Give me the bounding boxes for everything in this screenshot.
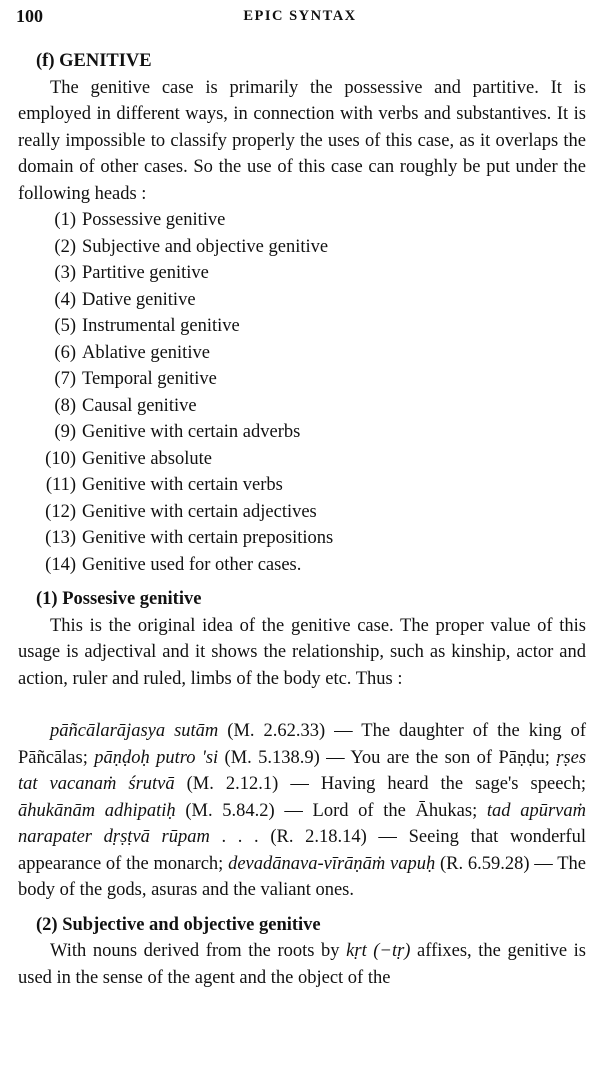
list-number: (9) [54, 422, 76, 442]
list-label: Genitive absolute [82, 448, 212, 469]
list-number: (14) [45, 554, 76, 575]
citation-gloss: (M. 2.12.1) — Having heard the sage's speech; [174, 774, 587, 794]
list-item [18, 366, 586, 393]
citation-gloss: (M. 5.84.2) — Lord of the Āhukas; [175, 800, 487, 821]
sanskrit-phrase: tad apūrvaṁ narapater dṛṣṭvā rūpam [18, 800, 586, 847]
list-item [18, 287, 586, 314]
list-number: (6) [54, 342, 76, 363]
section-heading: (f) GENITIVE [36, 51, 152, 71]
examples-paragraph [18, 718, 586, 904]
list-number: (2) [54, 236, 76, 257]
list-label: Temporal genitive [82, 369, 217, 389]
list-label: Subjective and objective genitive [82, 236, 329, 257]
list-item [18, 525, 586, 552]
list-label: Possessive genitive [82, 210, 226, 230]
page-header [16, 6, 584, 32]
page-content [18, 48, 586, 991]
list-label: Genitive with certain adjectives [82, 501, 317, 522]
para-text: affixes, the genitive is used in the sense of the agent and the object of the [18, 941, 586, 988]
list-item [18, 313, 586, 340]
subsection-paragraph: This is the original idea of the genitive case. The proper value of this usage is adjectival and it shows the relationship, such as kinship, actor and action, ruler and ruled, limbs of the body etc. Thus : [18, 615, 586, 689]
citation-gloss: (M. 2.62.33) — The daughter of the king of Pāñcālas; [18, 721, 587, 768]
list-label: Instrumental genitive [82, 316, 240, 336]
para-text: With nouns derived from the roots by [50, 941, 347, 961]
list-label: Partitive genitive [82, 263, 209, 283]
list-number: (13) [45, 528, 76, 548]
list-item [18, 472, 586, 499]
list-label: Genitive with certain prepositions [82, 528, 334, 548]
citation-gloss: . . . (R. 2.18.14) — Seeing that wonderful appearance of the monarch; [18, 827, 586, 874]
list-item [18, 260, 586, 287]
heads-list [18, 207, 586, 578]
list-label: Dative genitive [82, 289, 196, 310]
list-label: Ablative genitive [82, 342, 210, 363]
list-number: (7) [54, 369, 76, 389]
subsection-heading-2: (2) Subjective and objective genitive [36, 914, 321, 935]
term: kṛt (−tṛ) [346, 941, 411, 961]
list-item [18, 552, 586, 579]
list-label: Genitive with certain verbs [82, 475, 283, 495]
list-item [18, 340, 586, 367]
sanskrit-phrase: pāñcālarājasya sutām [50, 721, 219, 741]
list-item [18, 207, 586, 234]
sanskrit-phrase: devadānava-vīrāṇāṁ vapuḥ [228, 853, 436, 874]
list-number: (8) [54, 395, 76, 416]
sanskrit-phrase: ṛṣes tat vacanaṁ śrutvā [18, 747, 587, 794]
list-number: (10) [45, 448, 76, 469]
list-number: (1) [54, 210, 76, 230]
list-number: (11) [45, 475, 76, 495]
intro-paragraph: The genitive case is primarily the possessive and partitive. It is employed in different ways, in connection with verbs and substantives. It is really impossible to classify properly the uses of this case, as it overlaps the domain of other cases. So the use of this case can roughly be put under the following heads : [18, 77, 586, 204]
list-number: (5) [54, 316, 76, 336]
subsection-2-paragraph [18, 938, 586, 991]
sanskrit-phrase: pāṇḍoḥ putro 'si [94, 747, 219, 768]
page-number: 100 [16, 6, 43, 26]
running-head: EPIC SYNTAX [243, 8, 357, 24]
list-item [18, 393, 586, 420]
list-label: Causal genitive [82, 395, 197, 416]
citation-gloss: (M. 5.138.9) — You are the son of Pāṇḍu; [218, 747, 557, 768]
list-item [18, 234, 586, 261]
subsection-heading: (1) Possesive genitive [36, 589, 202, 609]
list-number: (3) [54, 263, 76, 283]
list-item [18, 446, 586, 473]
list-item [18, 419, 586, 446]
citation-gloss: (R. 6.59.28) — The body of the gods, asuras and the valiant ones. [18, 853, 586, 900]
list-label: Genitive used for other cases. [82, 554, 302, 575]
sanskrit-phrase: āhukānām adhipatiḥ [18, 800, 176, 821]
list-label: Genitive with certain adverbs [82, 422, 301, 442]
list-number: (4) [54, 289, 76, 310]
list-number: (12) [45, 501, 76, 522]
list-item [18, 499, 586, 526]
